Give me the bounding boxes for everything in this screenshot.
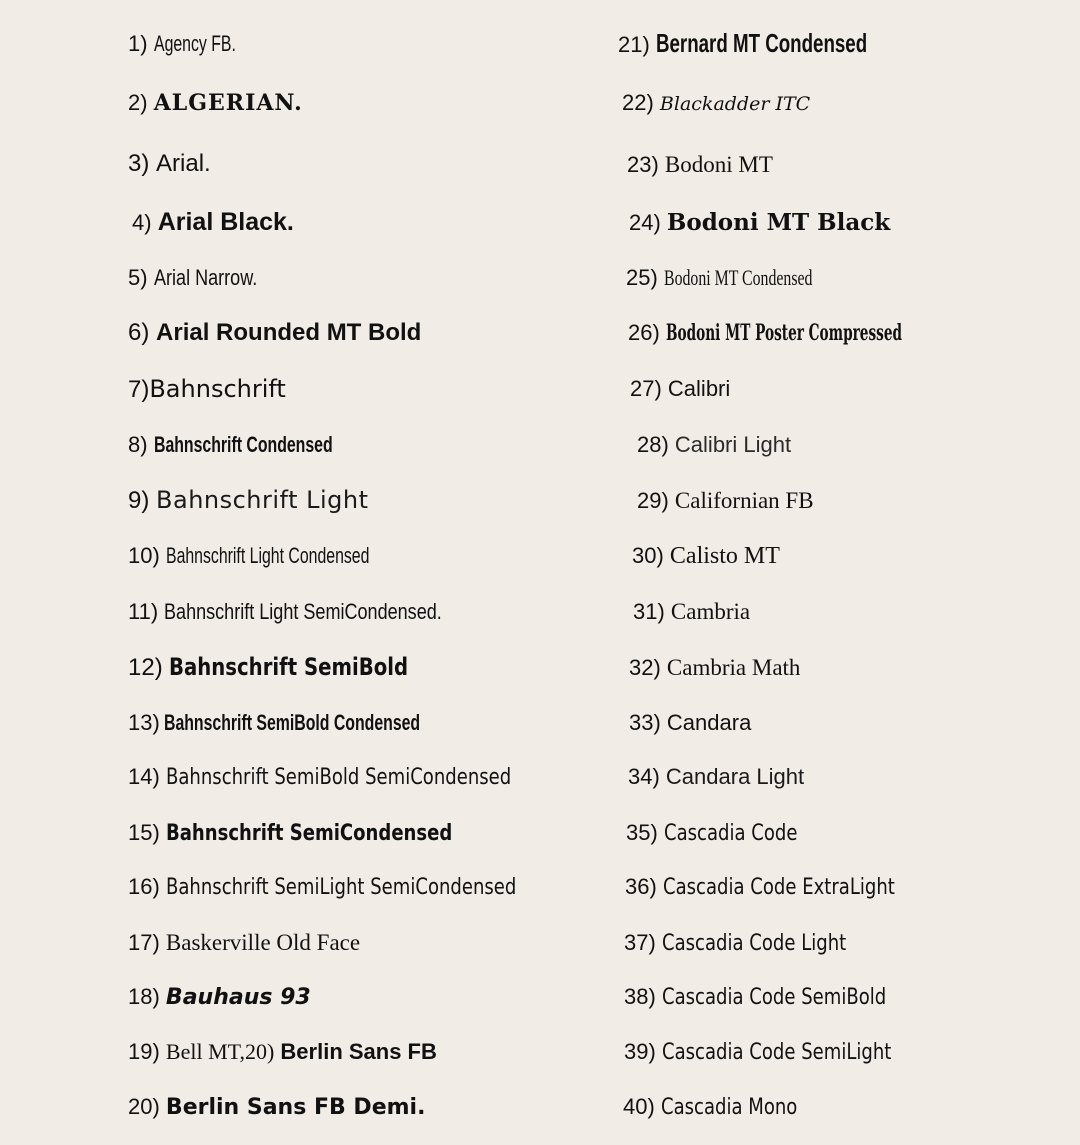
font-name: Arial Black. — [157, 208, 294, 236]
font-name: Cascadia Code — [663, 821, 798, 846]
font-name: Calibri Light — [674, 432, 792, 457]
font-name-extra: Berlin Sans FB — [280, 1039, 437, 1064]
font-number: 33) — [629, 710, 661, 735]
font-number: 11) — [128, 599, 159, 624]
font-name: Bahnschrift Light SemiCondensed. — [164, 599, 443, 624]
font-number: 2) — [128, 90, 148, 115]
font-number: 26) — [628, 320, 660, 345]
font-name: Bernard MT Condensed — [655, 28, 868, 58]
font-item-14 — [128, 763, 587, 791]
font-item-5 — [128, 264, 280, 292]
font-name: Cascadia Code ExtraLight — [662, 875, 895, 900]
font-name: Bahnschrift SemiLight SemiCondensed — [165, 875, 517, 900]
font-name: Bahnschrift SemiBold SemiCondensed — [165, 765, 512, 790]
font-item-21 — [618, 29, 949, 57]
font-number: 9) — [128, 487, 150, 514]
font-name: Cascadia Code SemiBold — [661, 985, 887, 1010]
font-name: Candara Light — [665, 764, 805, 789]
font-item-32 — [629, 654, 800, 682]
font-number: 6) — [128, 319, 150, 346]
font-number: 29) — [637, 488, 669, 513]
font-number: 38) — [624, 984, 656, 1009]
font-number: 31) — [633, 599, 665, 624]
font-name: Cambria Math — [666, 655, 801, 680]
font-number: 10) — [128, 543, 160, 568]
font-name: Calibri — [667, 376, 731, 401]
font-name: Agency FB. — [153, 31, 236, 56]
font-item-28 — [637, 431, 791, 459]
font-item-17 — [128, 929, 360, 957]
font-item-37 — [624, 929, 887, 957]
font-item-40 — [623, 1093, 827, 1121]
font-item-16 — [128, 873, 593, 901]
font-name: Bell MT,20) — [165, 1039, 275, 1064]
font-name: Bodoni MT Condensed — [663, 265, 813, 290]
font-number: 20) — [128, 1094, 160, 1119]
font-name: Bodoni MT Poster Compressed — [665, 320, 902, 346]
font-number: 16) — [128, 874, 160, 899]
font-name: Cascadia Mono — [660, 1095, 798, 1120]
font-item-23 — [627, 151, 773, 179]
font-number: 21) — [618, 32, 650, 57]
font-number: 22) — [622, 90, 654, 115]
font-item-15 — [128, 819, 515, 847]
font-name: Bahnschrift — [149, 375, 286, 403]
font-item-38 — [624, 983, 935, 1011]
font-number: 40) — [623, 1094, 655, 1119]
font-item-26 — [628, 319, 1047, 347]
font-item-22 — [622, 89, 810, 117]
font-name: Candara — [666, 710, 752, 735]
font-name: Blackadder ITC — [659, 93, 811, 115]
font-number: 24) — [629, 210, 661, 235]
font-name: Bahnschrift SemiBold Condensed — [163, 710, 420, 735]
font-name: Californian FB — [674, 488, 814, 513]
font-name: ALGERIAN. — [153, 90, 303, 116]
font-item-2 — [128, 89, 303, 117]
font-item-27 — [630, 375, 730, 403]
font-number: 18) — [128, 984, 160, 1009]
font-item-31 — [633, 598, 750, 626]
font-name: Baskerville Old Face — [165, 930, 361, 955]
font-name: Bahnschrift Condensed — [153, 432, 333, 457]
font-number: 4) — [132, 210, 152, 235]
font-number: 13) — [128, 710, 160, 735]
font-number: 8) — [128, 432, 148, 457]
font-name: Bodoni MT Black — [666, 209, 891, 236]
font-number: 7) — [128, 376, 150, 403]
font-number: 15) — [128, 820, 160, 845]
font-item-3 — [128, 150, 211, 178]
font-name: Cambria — [670, 599, 751, 624]
font-item-39 — [624, 1038, 942, 1066]
font-number: 37) — [624, 930, 656, 955]
font-item-19 — [128, 1038, 437, 1066]
font-item-6 — [128, 319, 421, 347]
font-item-11 — [128, 598, 503, 626]
font-number: 23) — [627, 152, 659, 177]
font-number: 27) — [630, 376, 662, 401]
font-number: 19) — [128, 1039, 160, 1064]
font-item-25 — [626, 264, 870, 292]
font-name: Bahnschrift Light — [156, 486, 369, 514]
font-number: 32) — [629, 655, 661, 680]
font-name: Bodoni MT — [664, 152, 773, 177]
font-name: Bauhaus 93 — [165, 985, 311, 1010]
font-number: 17) — [128, 930, 160, 955]
font-name: Bahnschrift SemiCondensed — [165, 821, 453, 846]
font-name: Arial. — [156, 150, 211, 177]
font-item-8 — [128, 431, 402, 459]
font-item-33 — [629, 709, 751, 737]
font-item-1 — [128, 30, 267, 58]
font-number: 14) — [128, 764, 160, 789]
font-number: 35) — [626, 820, 658, 845]
font-name: Arial Narrow. — [153, 265, 257, 290]
font-item-24 — [629, 209, 890, 237]
font-item-30 — [632, 542, 780, 570]
font-number: 1) — [128, 31, 148, 56]
font-item-35 — [626, 819, 827, 847]
font-name: Cascadia Code SemiLight — [661, 1040, 892, 1065]
font-number: 5) — [128, 265, 148, 290]
font-item-9 — [128, 486, 369, 514]
font-item-34 — [628, 763, 804, 791]
font-number: 39) — [624, 1039, 656, 1064]
font-name: Cascadia Code Light — [661, 931, 847, 956]
font-item-36 — [625, 873, 946, 901]
font-number: 28) — [637, 432, 669, 457]
font-number: 34) — [628, 764, 660, 789]
font-number: 36) — [625, 874, 657, 899]
font-name: Calisto MT — [669, 543, 780, 569]
font-item-7 — [128, 375, 286, 403]
font-item-10 — [128, 542, 448, 570]
font-name: Bahnschrift SemiBold — [169, 653, 409, 681]
font-number: 30) — [632, 543, 664, 568]
font-number: 12) — [128, 654, 163, 681]
font-item-13 — [128, 709, 520, 737]
font-number: 25) — [626, 265, 658, 290]
font-item-12 — [128, 653, 461, 681]
font-item-29 — [637, 487, 814, 515]
font-name: Bahnschrift Light Condensed — [165, 543, 370, 568]
font-item-18 — [128, 983, 311, 1011]
font-item-20 — [128, 1093, 425, 1121]
font-item-4 — [132, 208, 294, 236]
font-name: Arial Rounded MT Bold — [156, 319, 422, 346]
font-number: 3) — [128, 150, 150, 177]
font-name: Berlin Sans FB Demi. — [165, 1095, 426, 1120]
